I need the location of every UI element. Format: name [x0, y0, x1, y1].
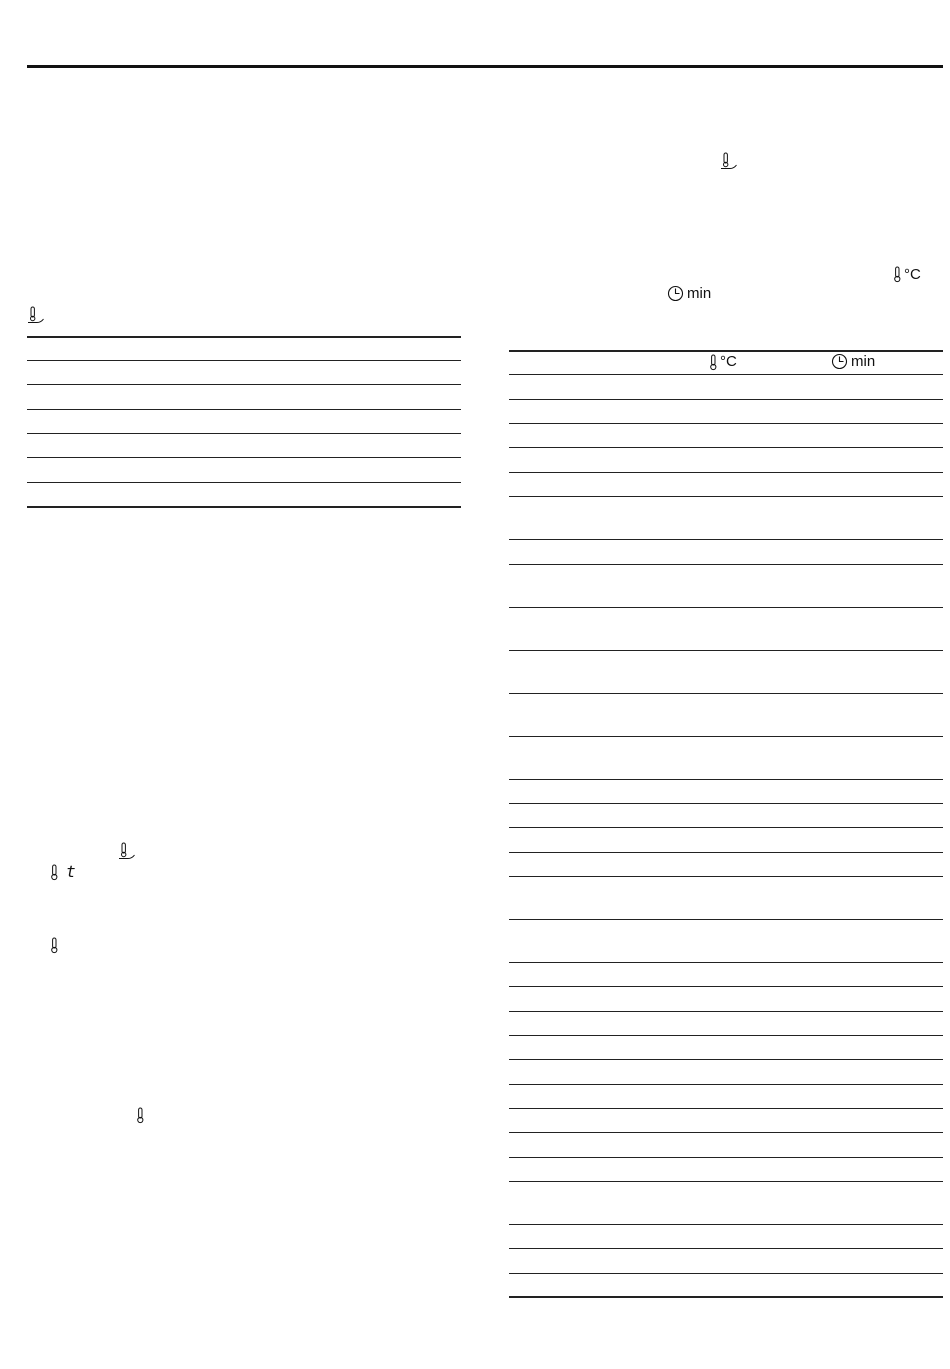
time-unit: min	[687, 285, 712, 302]
table-rule	[509, 350, 943, 352]
table-row	[509, 472, 943, 473]
table-row	[509, 1248, 943, 1249]
table-row	[509, 827, 943, 828]
table-row	[509, 1011, 943, 1012]
table-row	[509, 1084, 943, 1085]
top-rule	[27, 65, 943, 68]
table-row	[509, 1181, 943, 1182]
table-row	[27, 433, 461, 434]
thermometer-icon	[50, 864, 59, 881]
table-row	[509, 539, 943, 540]
column-header-time: min	[851, 353, 876, 370]
table-row	[509, 1273, 943, 1274]
table-row	[509, 607, 943, 608]
table-row	[509, 1157, 943, 1158]
thermometer-icon	[136, 1107, 145, 1124]
right-table	[509, 350, 943, 1300]
table-row	[509, 1224, 943, 1225]
thermometer-icon	[893, 266, 902, 283]
table-row	[509, 423, 943, 424]
left-table	[27, 336, 461, 508]
temperature-unit: °C	[904, 266, 921, 283]
thermometer-icon	[709, 354, 718, 371]
table-row	[509, 399, 943, 400]
table-row	[27, 457, 461, 458]
table-row	[509, 564, 943, 565]
table-row	[509, 986, 943, 987]
table-row	[509, 852, 943, 853]
table-row	[509, 1035, 943, 1036]
table-row	[27, 409, 461, 410]
table-row	[27, 384, 461, 385]
table-rule	[27, 506, 461, 508]
table-row	[509, 803, 943, 804]
table-row	[509, 1059, 943, 1060]
clock-icon	[831, 353, 848, 370]
thermometer-icon	[50, 937, 59, 954]
table-row	[509, 1108, 943, 1109]
table-row	[27, 482, 461, 483]
table-row	[509, 650, 943, 651]
table-row	[509, 374, 943, 375]
clock-icon	[667, 285, 684, 302]
table-row	[509, 693, 943, 694]
table-row	[509, 876, 943, 877]
display-indicator: t	[66, 862, 76, 881]
table-row	[509, 1132, 943, 1133]
frying-sensor-icon	[118, 842, 136, 862]
frying-sensor-icon	[27, 306, 45, 326]
table-rule	[509, 1296, 943, 1298]
table-row	[509, 962, 943, 963]
table-row	[509, 736, 943, 737]
table-rule	[27, 336, 461, 338]
table-row	[509, 447, 943, 448]
table-row	[509, 496, 943, 497]
table-row	[27, 360, 461, 361]
column-header-temperature: °C	[720, 353, 737, 370]
table-row	[509, 919, 943, 920]
table-row	[509, 779, 943, 780]
frying-sensor-icon	[720, 152, 738, 172]
